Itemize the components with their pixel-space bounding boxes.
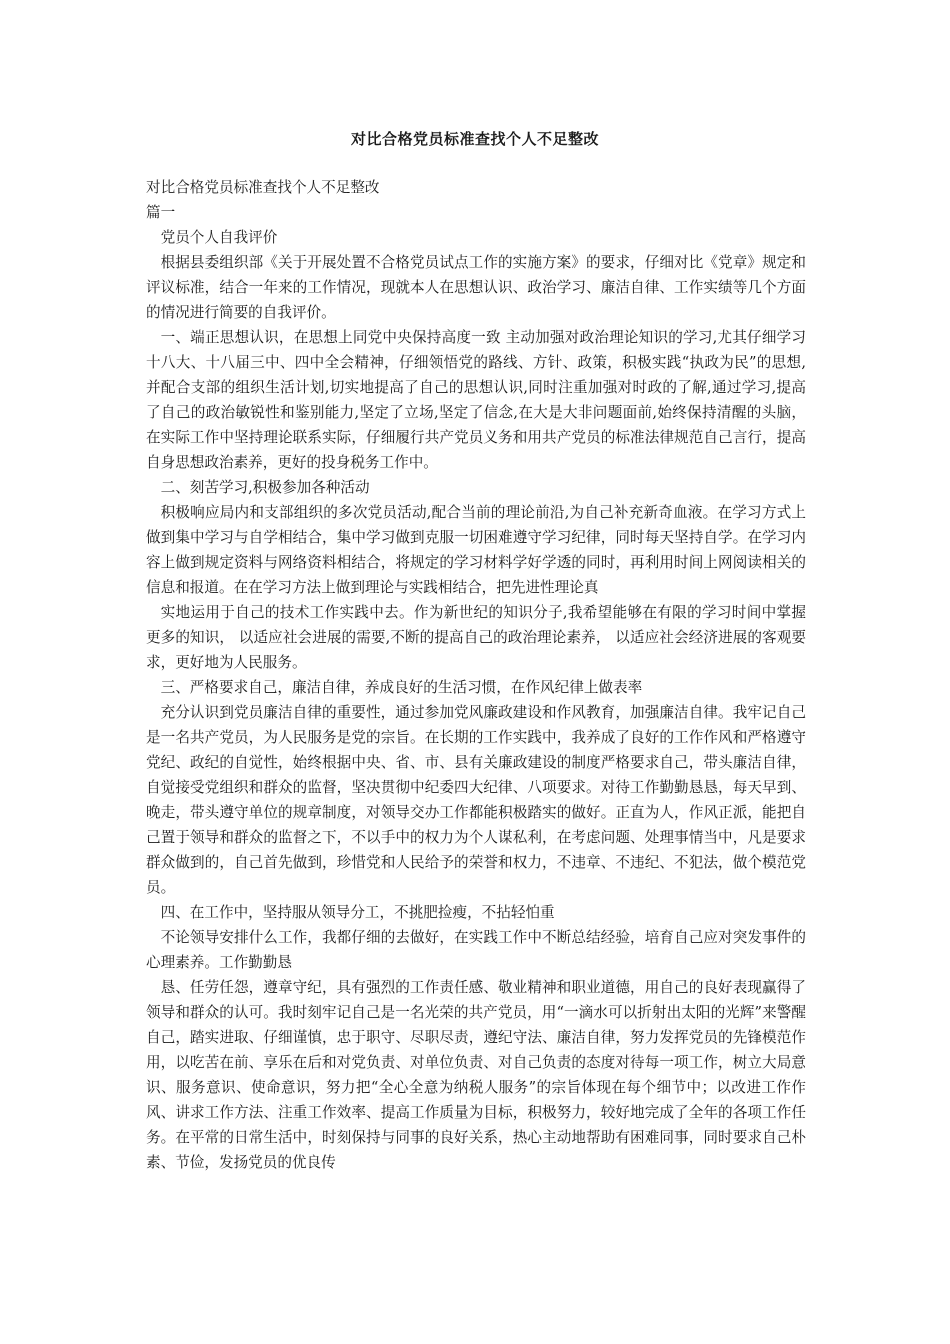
paragraph: 篇一: [146, 204, 176, 221]
paragraph: 充分认识到党员廉洁自律的重要性，通过参加党风廉政建设和作风教育，加强廉洁自律。我牢记自己是一名共产党员，为人民服务是党的宗旨。在长期的工作实践中，我养成了良好的工作作风和严格遵守党纪、政纪的自觉性，始终根据中央、省、市、县有关廉政建设的制度严格要求自己，带头廉洁自律，自觉接受党组织和群众的监督，坚决贯彻中纪委四大纪律、八项要求。对待工作勤勤恳恳，每天早到、晚走，带头遵守单位的规章制度，对领导交办工作都能积极踏实的做好。正直为人，作风正派，能把自己置于领导和群众的监督之下，不以手中的权力为个人谋私利，在考虑问题、处理事情当中，凡是要求群众做到的，自己首先做到，珍惜党和人民给予的荣誉和权力，不违章、不违纪、不犯法，做个模范党员。: [146, 704, 806, 896]
paragraph: 一、端正思想认识，在思想上同党中央保持高度一致 主动加强对政治理论知识的学习,尤其仔细学习十八大、十八届三中、四中全会精神，仔细领悟党的路线、方针、政策，积极实践“执政为民”的思想,并配合支部的组织生活计划,切实地提高了自己的思想认识,同时注重加强对时政的了解,通过学习,提高了自己的政治敏锐性和鉴别能力,坚定了立场,坚定了信念,在大是大非问题面前,始终保持清醒的头脑，在实际工作中坚持理论联系实际，仔细履行共产党员义务和用共产党员的标准法律规范自己言行，提高自身思想政治素养，更好的投身税务工作中。: [146, 329, 806, 471]
paragraph: 三、严格要求自己，廉洁自律，养成良好的生活习惯，在作风纪律上做表率: [160, 679, 643, 696]
paragraph: 二、刻苦学习,积极参加各种活动: [160, 479, 370, 496]
document-body: [146, 175, 806, 1175]
paragraph: 实地运用于自己的技术工作实践中去。作为新世纪的知识分子,我希望能够在有限的学习时间中掌握更多的知识， 以适应社会进展的需要,不断的提高自己的政治理论素养， 以适应社会经济进展的客观要求，更好地为人民服务。: [146, 604, 806, 671]
document-title: 对比合格党员标准查找个人不足整改: [350, 130, 599, 148]
paragraph: 积极响应局内和支部组织的多次党员活动,配合当前的理论前沿,为自己补充新奇血液。在学习方式上做到集中学习与自学相结合，集中学习做到克服一切困难遵守学习纪律，同时每天坚持自学。在学习内容上做到规定资料与网络资料相结合，将规定的学习材料学好学透的同时，再利用时间上网阅读相关的信息和报道。在在学习方法上做到理论与实践相结合，把先进性理论真: [146, 504, 806, 596]
paragraph: 恳、任劳任怨，遵章守纪，具有强烈的工作责任感、敬业精神和职业道德，用自己的良好表现赢得了领导和群众的认可。我时刻牢记自己是一名光荣的共产党员，用“一滴水可以折射出太阳的光辉”来警醒自己，踏实进取、仔细谨慎，忠于职守、尽职尽责，遵纪守法、廉洁自律，努力发挥党员的先锋模范作用，以吃苦在前、享乐在后和对党负责、对单位负责、对自己负责的态度对待每一项工作，树立大局意识、服务意识、使命意识，努力把“全心全意为纳税人服务”的宗旨体现在每个细节中；以改进工作作风、讲求工作方法、注重工作效率、提高工作质量为目标，积极努力，较好地完成了全年的各项工作任务。在平常的日常生活中，时刻保持与同事的良好关系，热心主动地帮助有困难同事，同时要求自己朴素、节俭，发扬党员的优良传: [146, 979, 806, 1171]
paragraph: 四、在工作中，坚持服从领导分工，不挑肥捡瘦，不拈轻怕重: [160, 904, 555, 921]
paragraph: 根据县委组织部《关于开展处置不合格党员试点工作的实施方案》的要求，仔细对比《党章》规定和评议标准，结合一年来的工作情况，现就本人在思想认识、政治学习、廉洁自律、工作实绩等几个方面的情况进行简要的自我评价。: [146, 254, 806, 321]
paragraph: 对比合格党员标准查找个人不足整改: [146, 179, 380, 196]
paragraph: 不论领导安排什么工作，我都仔细的去做好，在实践工作中不断总结经验，培育自己应对突发事件的心理素养。工作勤勤恳: [146, 929, 806, 971]
paragraph: 党员个人自我评价: [160, 229, 278, 246]
